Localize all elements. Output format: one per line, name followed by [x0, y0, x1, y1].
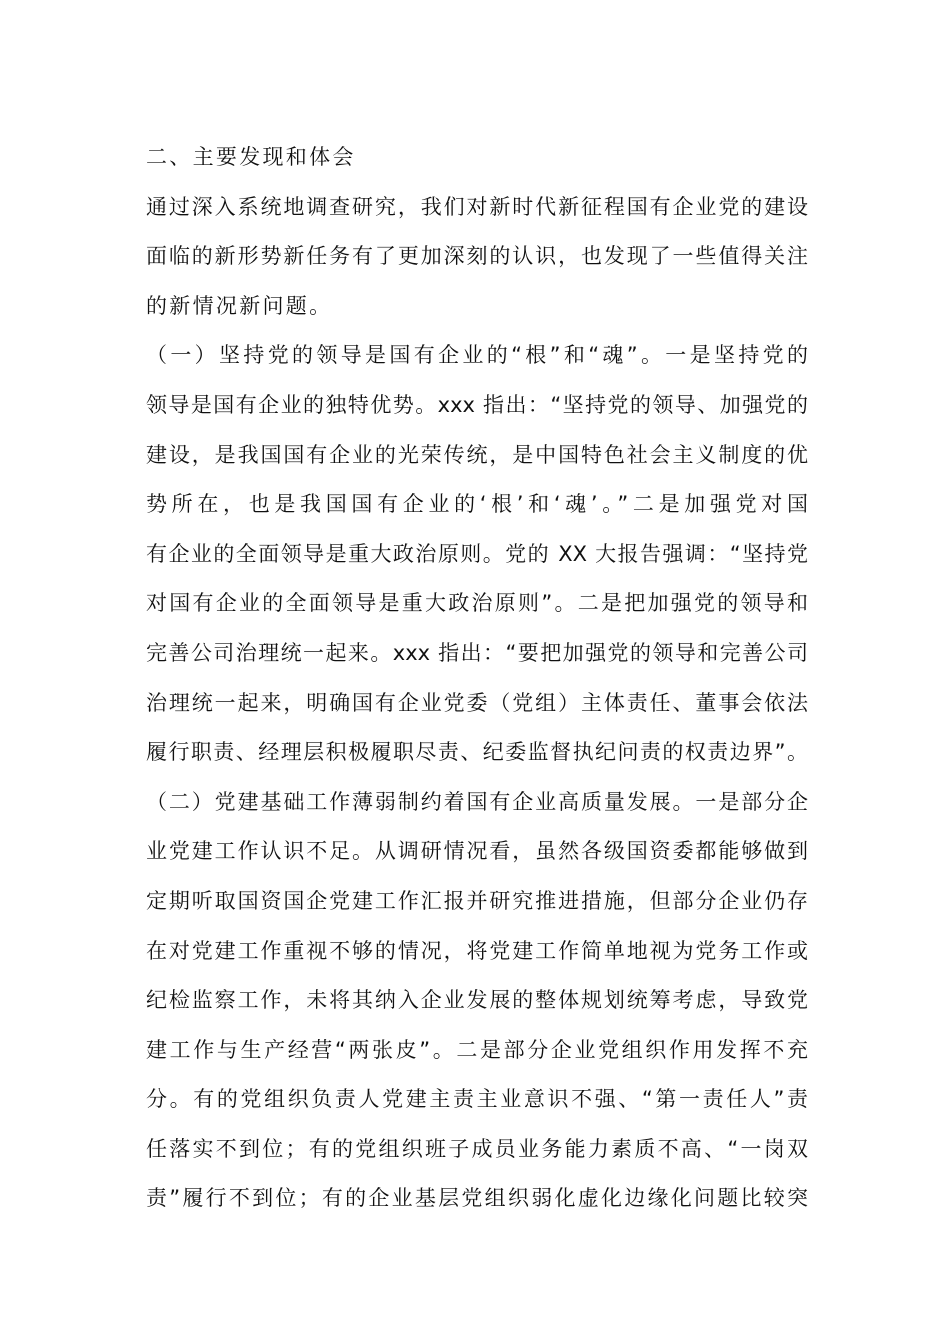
text-line: 通过深入系统地调查研究，我们对新时代新征程国有企业党的建设: [146, 194, 808, 219]
text-line: 对国有企业的全面领导是重大政治原则”。二是把加强党的领导和: [146, 591, 808, 616]
text-line: 责”履行不到位；有的企业基层党组织弱化虚化边缘化问题比较突: [146, 1186, 808, 1211]
text-line: 势所在，也是我国国有企业的‘根’和‘魂’。”二是加强党对国: [146, 492, 808, 517]
text-line: 履行职责、经理层积极履职尽责、纪委监督执纪问责的权责边界”。: [146, 740, 808, 765]
text-line: 面临的新形势新任务有了更加深刻的认识，也发现了一些值得关注: [146, 244, 808, 269]
text-line: （二）党建基础工作薄弱制约着国有企业高质量发展。一是部分企: [146, 789, 808, 814]
text-line: 完善公司治理统一起来。xxx 指出：“要把加强党的领导和完善公司: [146, 640, 808, 665]
text-line: （一）坚持党的领导是国有企业的“根”和“魂”。一是坚持党的: [146, 343, 808, 368]
text-line: 纪检监察工作，未将其纳入企业发展的整体规划统筹考虑，导致党: [146, 988, 808, 1013]
text-line: 任落实不到位；有的党组织班子成员业务能力素质不高、“一岗双: [146, 1136, 808, 1161]
section-heading: 二、主要发现和体会: [146, 145, 356, 169]
text-line: 建设，是我国国有企业的光荣传统，是中国特色社会主义制度的优: [146, 442, 808, 467]
text-line: 业党建工作认识不足。从调研情况看，虽然各级国资委都能够做到: [146, 839, 808, 864]
text-line: 有企业的全面领导是重大政治原则。党的 XX 大报告强调：“坚持党: [146, 541, 808, 566]
text-line: 治理统一起来，明确国有企业党委（党组）主体责任、董事会依法: [146, 690, 808, 715]
text-line: 领导是国有企业的独特优势。xxx 指出：“坚持党的领导、加强党的: [146, 392, 808, 417]
text-line: 定期听取国资国企党建工作汇报并研究推进措施，但部分企业仍存: [146, 888, 808, 913]
document-body: [146, 133, 808, 1224]
text-line: 建工作与生产经营“两张皮”。二是部分企业党组织作用发挥不充: [146, 1037, 808, 1062]
text-line: 在对党建工作重视不够的情况，将党建工作简单地视为党务工作或: [146, 938, 808, 963]
text-line: 的新情况新问题。: [146, 293, 333, 318]
text-line: 分。有的党组织负责人党建主责主业意识不强、“第一责任人”责: [146, 1087, 808, 1112]
